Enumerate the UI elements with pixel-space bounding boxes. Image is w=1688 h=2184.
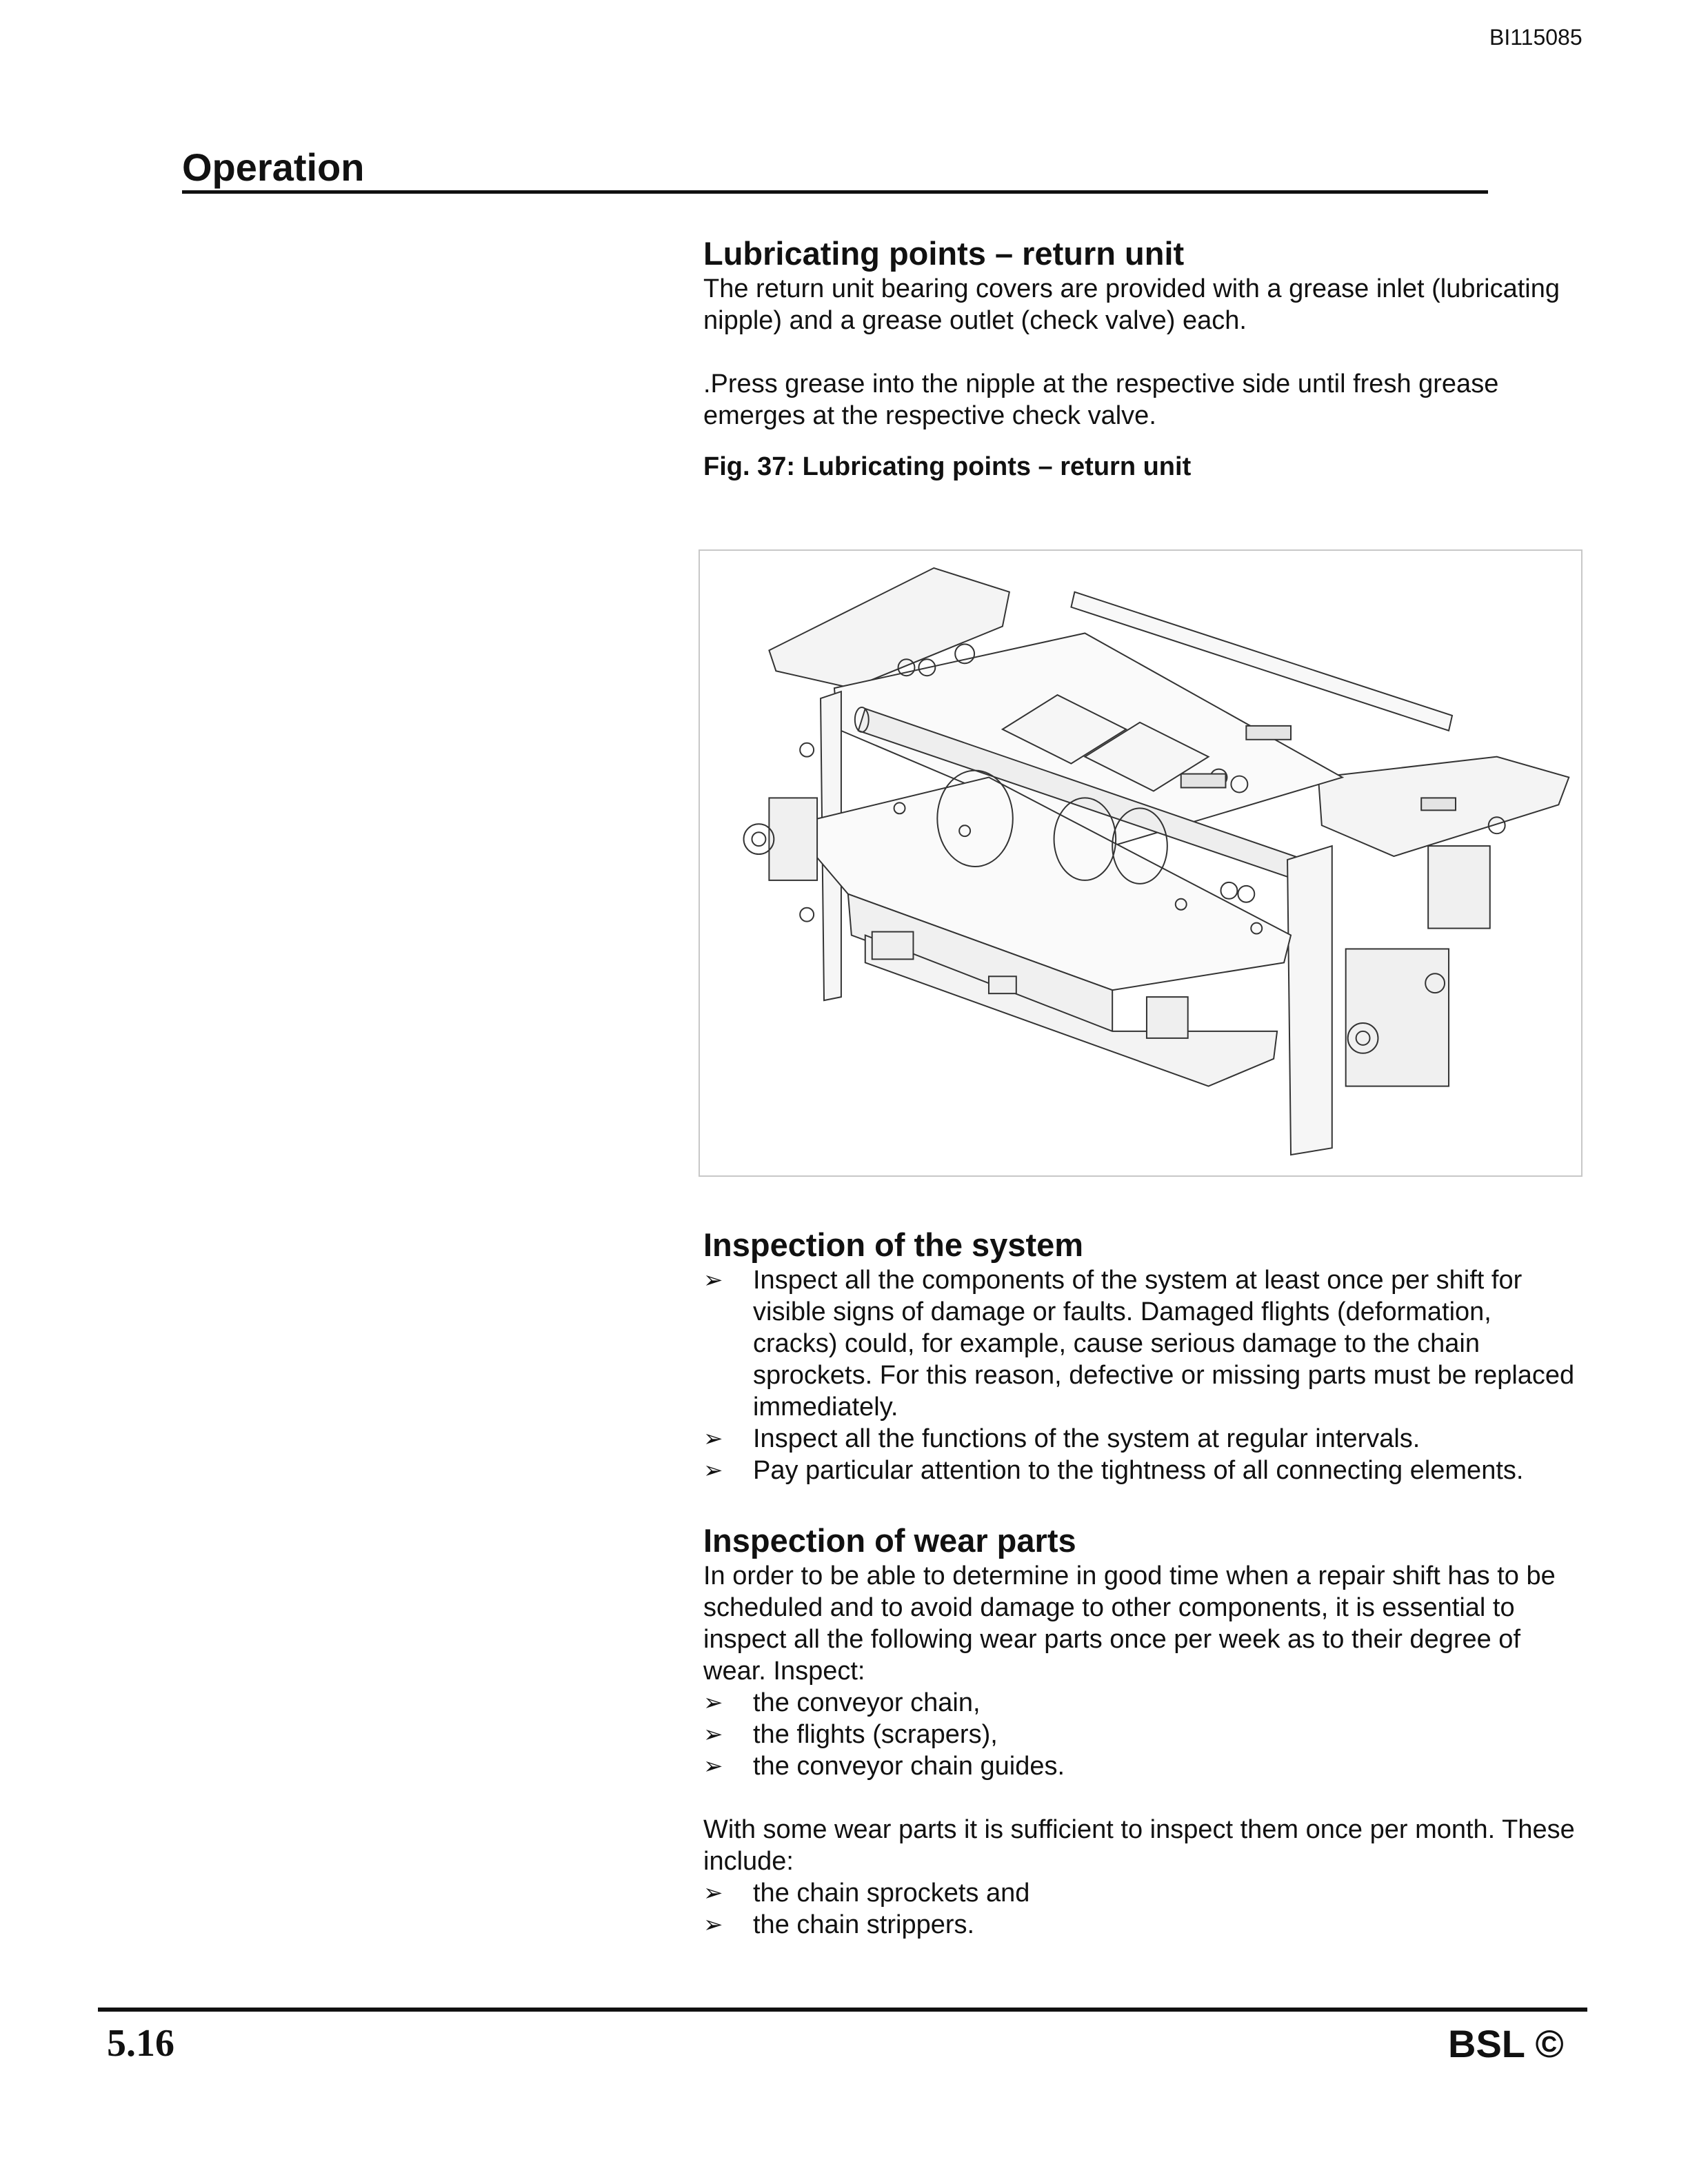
inspection-wear-section: [703, 1521, 1579, 1941]
arrow-bullet-icon: ➢: [703, 1426, 723, 1452]
weekly-wear-list: [703, 1687, 1579, 1782]
lubrication-section: [703, 234, 1579, 483]
list-item: ➢ Pay particular attention to the tightness of all connecting elements.: [703, 1456, 1524, 1485]
lubrication-paragraph-2: .Press grease into the nipple at the respective side until fresh grease emerges at the respective check valve.: [703, 370, 1499, 430]
inspection-system-section: [703, 1226, 1579, 1486]
inspection-system-list: [703, 1264, 1579, 1486]
arrow-bullet-icon: ➢: [703, 1690, 723, 1716]
list-item: ➢ the chain strippers.: [703, 1910, 975, 1939]
page-number: 5.16: [107, 2022, 174, 2065]
inspection-wear-intro: In order to be able to determine in good time when a repair shift has to be scheduled and to avoid damage to other components, it is essential to inspect all the following wear parts once per week as to their degree of wear. Inspect:: [703, 1561, 1556, 1686]
monthly-wear-list: [703, 1877, 1579, 1941]
figure-caption: Fig. 37: Lubricating points – return unit: [703, 452, 1192, 481]
lubrication-paragraph-1: The return unit bearing covers are provided with a grease inlet (lubricating nipple) and a grease outlet (check valve) each.: [703, 274, 1560, 335]
list-item: ➢ the conveyor chain,: [703, 1688, 981, 1717]
arrow-bullet-icon: ➢: [703, 1457, 723, 1484]
list-item: ➢ the conveyor chain guides.: [703, 1752, 1065, 1781]
list-item: ➢ the chain sprockets and: [703, 1879, 1030, 1908]
return-unit-illustration: [700, 551, 1581, 1175]
arrow-bullet-icon: ➢: [703, 1267, 723, 1293]
list-item: ➢ Inspect all the components of the system at least once per shift for visible signs of damage or faults. Damaged flights (deformation, cracks) could, for example, cause serious damage to the chain sprockets. For this reason, defective or missing parts must be replaced immediately.: [703, 1266, 1575, 1422]
arrow-bullet-icon: ➢: [703, 1753, 723, 1779]
section-title: Operation: [182, 145, 365, 189]
lubrication-heading: Lubricating points – return unit: [703, 235, 1185, 272]
arrow-bullet-icon: ➢: [703, 1912, 723, 1938]
list-item: ➢ the flights (scrapers),: [703, 1720, 998, 1749]
footer-rule: [98, 2008, 1587, 2012]
arrow-bullet-icon: ➢: [703, 1880, 723, 1906]
list-item: ➢ Inspect all the functions of the system at regular intervals.: [703, 1424, 1420, 1453]
brand-copyright: BSL ©: [1448, 2022, 1564, 2065]
monthly-intro: With some wear parts it is sufficient to inspect them once per month. These include:: [703, 1815, 1575, 1876]
document-id: BI115085: [1489, 25, 1582, 50]
return-unit-drawing: [699, 549, 1582, 1177]
inspection-system-heading: Inspection of the system: [703, 1226, 1084, 1263]
arrow-bullet-icon: ➢: [703, 1721, 723, 1748]
section-header: [182, 145, 1488, 194]
inspection-wear-heading: Inspection of wear parts: [703, 1522, 1076, 1559]
